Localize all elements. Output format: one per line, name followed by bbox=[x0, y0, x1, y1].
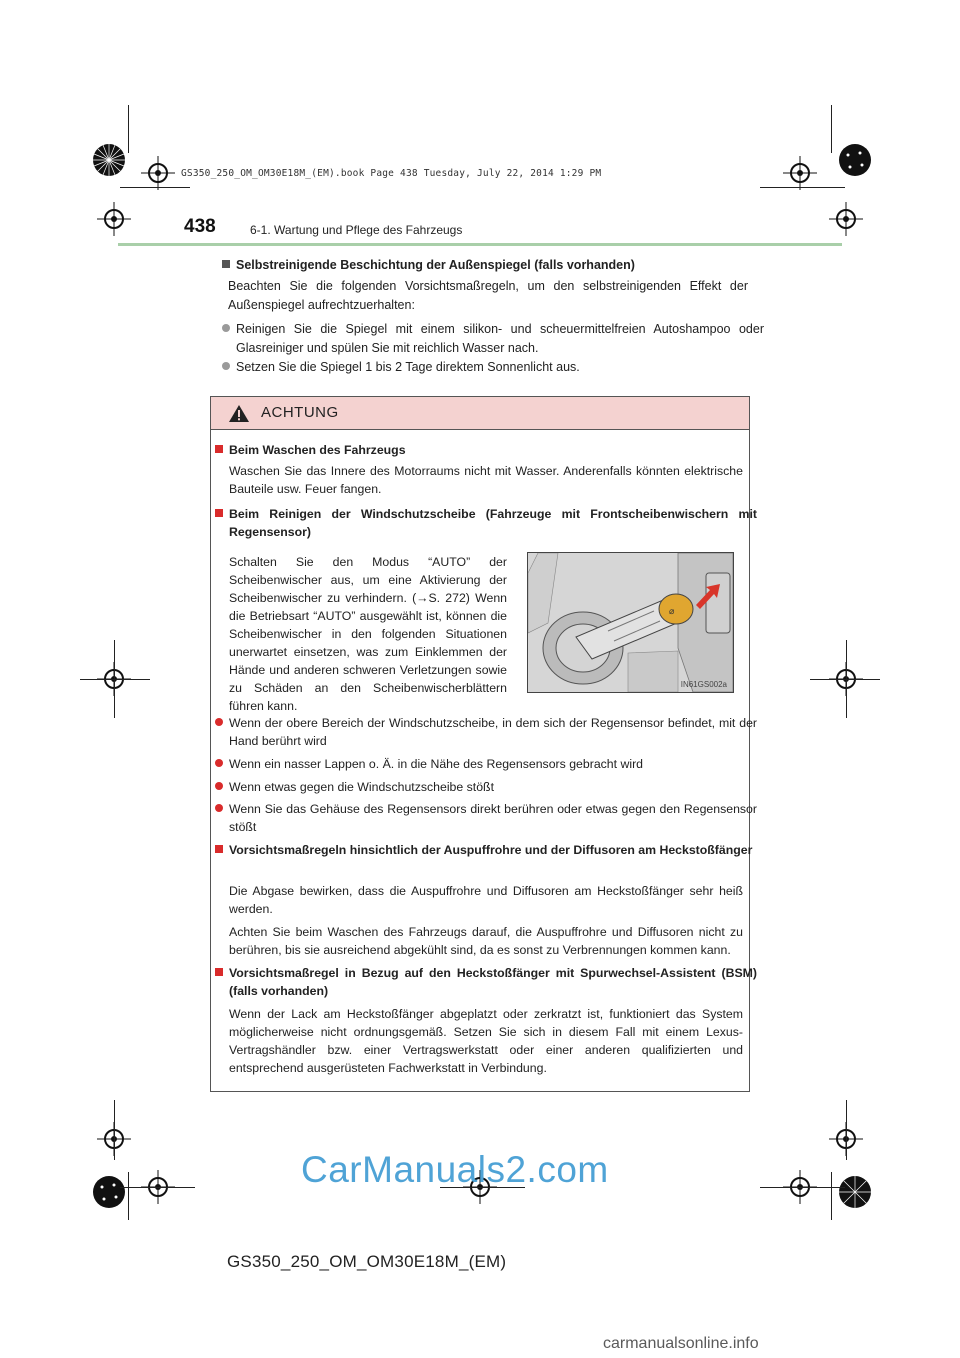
header-rule bbox=[118, 243, 842, 246]
crop-line bbox=[760, 1187, 845, 1188]
list-item bbox=[222, 320, 764, 358]
bullet-icon bbox=[215, 804, 223, 812]
warning-heading bbox=[215, 841, 757, 859]
bullet-icon bbox=[215, 782, 223, 790]
square-bullet-icon bbox=[215, 509, 223, 517]
watermark: CarManuals2.com bbox=[301, 1149, 609, 1190]
warning-heading-text: Beim Waschen des Fahrzeugs bbox=[229, 443, 406, 457]
warning-paragraph: Achten Sie beim Waschen des Fahrzeugs darauf, die Auspuffrohre und Diffusoren nicht zu berühren, bis sie ausreichend abgekühlt sind, da es sonst zu Verbrennungen kommen kann. bbox=[229, 925, 743, 957]
crop-line bbox=[120, 1187, 195, 1188]
crop-line bbox=[810, 679, 880, 680]
warning-title: ACHTUNG bbox=[261, 404, 339, 421]
watermark-secondary: carmanualsonline.info bbox=[603, 1335, 759, 1352]
page-number: 438 bbox=[184, 216, 216, 237]
list-item bbox=[215, 778, 757, 796]
crop-line bbox=[831, 105, 832, 153]
crop-line bbox=[128, 105, 129, 153]
crop-line bbox=[846, 1100, 847, 1160]
crop-line bbox=[760, 187, 845, 188]
list-item-text: Setzen Sie die Spiegel 1 bis 2 Tage direktem Sonnenlicht aus. bbox=[236, 360, 580, 374]
registration-mark-solid bbox=[838, 1175, 872, 1209]
list-item bbox=[215, 714, 757, 750]
list-item-text: Wenn der obere Bereich der Windschutzscheibe, in dem sich der Regensensor befindet, mit der Hand berührt wird bbox=[229, 716, 757, 748]
bullet-icon bbox=[215, 759, 223, 767]
warning-paragraph: Waschen Sie das Innere des Motorraums nicht mit Wasser. Anderenfalls könnten elektrische Bauteile usw. Feuer fangen. bbox=[229, 464, 743, 496]
warning-heading-text: Vorsichtsmaßregel in Bezug auf den Heckstoßfänger mit Spurwechsel-Assistent (BSM) (falls vorhanden) bbox=[229, 966, 757, 998]
list-item-text: Reinigen Sie die Spiegel mit einem silikon- und scheuermittelfreien Autoshampoo oder Glasreiniger und spülen Sie mit reichlich Wasser nach. bbox=[236, 322, 764, 355]
image-code: IN61GS002a bbox=[680, 680, 727, 689]
square-bullet-icon bbox=[215, 845, 223, 853]
warning-paragraph: Wenn der Lack am Heckstoßfänger abgeplatzt oder zerkratzt ist, funktioniert das System möglicherweise nicht ordnungsgemäß. Setzen Sie sich in diesem Fall mit einem Lexus-Vertragshändler bzw. einer Vertragswerkstatt oder einer anderen qualifizierten und entsprechend ausgerüsteten Fachwerkstatt in Verbindung. bbox=[229, 1007, 743, 1075]
crosshair-mark bbox=[829, 202, 863, 236]
svg-text:⌀: ⌀ bbox=[669, 606, 675, 616]
section-heading-text: Selbstreinigende Beschichtung der Außenspiegel (falls vorhanden) bbox=[236, 258, 635, 272]
list-item bbox=[215, 755, 757, 773]
warning-heading bbox=[215, 505, 757, 541]
bullet-icon bbox=[222, 324, 230, 332]
wiper-lever-drawing bbox=[528, 553, 733, 692]
list-item-text: Wenn Sie das Gehäuse des Regensensors direkt berühren oder etwas gegen den Regensensor stößt bbox=[229, 802, 757, 834]
crosshair-mark bbox=[141, 156, 175, 190]
crop-line bbox=[831, 1172, 832, 1220]
registration-mark-dots bbox=[92, 1175, 126, 1209]
list-item bbox=[215, 800, 757, 836]
crop-line bbox=[128, 1172, 129, 1220]
warning-heading-text: Vorsichtsmaßregeln hinsichtlich der Auspuffrohre und der Diffusoren am Heckstoßfänger bbox=[229, 843, 753, 857]
crosshair-mark bbox=[97, 202, 131, 236]
list-item-text: Wenn ein nasser Lappen o. Ä. in die Nähe des Regensensors gebracht wird bbox=[229, 757, 644, 771]
warning-heading bbox=[215, 964, 757, 1000]
square-bullet-icon bbox=[215, 445, 223, 453]
square-bullet-icon bbox=[222, 260, 230, 268]
bullet-icon bbox=[215, 718, 223, 726]
warning-paragraph: Die Abgase bewirken, dass die Auspuffrohre und Diffusoren am Heckstoßfänger sehr heiß werden. bbox=[229, 884, 743, 916]
list-item-text: Wenn etwas gegen die Windschutzscheibe stößt bbox=[229, 780, 494, 794]
section-title: 6-1. Wartung und Pflege des Fahrzeugs bbox=[250, 223, 463, 237]
warning-paragraph: Schalten Sie den Modus “AUTO” der Scheibenwischer aus, um eine Aktivierung der Scheibenwischer zu verhindern. (→S. 272) Wenn die Betriebsart “AUTO” ausgewählt ist, können die Scheibenwischer in den folgenden Situationen unerwartet einsetzen, was zum Einklemmen der Hände und anderen schweren Verletzungen sowie zu Schäden an den Scheibenwischerblättern führen kann. bbox=[229, 555, 507, 713]
intro-paragraph: Beachten Sie die folgenden Vorsichtsmaßregeln, um den selbstreinigenden Effekt der Außenspiegel aufrechtzuerhalten: bbox=[228, 279, 748, 312]
warning-heading-text: Beim Reinigen der Windschutzscheibe (Fahrzeuge mit Frontscheibenwischern mit Regensensor) bbox=[229, 507, 757, 539]
crosshair-mark bbox=[783, 156, 817, 190]
wiper-switch-illustration bbox=[527, 552, 734, 693]
registration-mark-dots bbox=[838, 143, 872, 177]
section-heading bbox=[222, 258, 635, 272]
crop-line bbox=[120, 187, 190, 188]
warning-triangle-icon bbox=[228, 404, 250, 423]
square-bullet-icon bbox=[215, 968, 223, 976]
registration-mark-solid bbox=[92, 143, 126, 177]
print-info-line: GS350_250_OM_OM30E18M_(EM).book Page 438 Tuesday, July 22, 2014 1:29 PM bbox=[181, 168, 602, 179]
bullet-icon bbox=[222, 362, 230, 370]
warning-heading bbox=[215, 441, 745, 459]
footer-model-code: GS350_250_OM_OM30E18M_(EM) bbox=[227, 1252, 507, 1271]
crop-line bbox=[114, 1100, 115, 1160]
crop-line bbox=[80, 679, 150, 680]
list-item bbox=[222, 358, 764, 377]
warning-header bbox=[211, 397, 749, 430]
